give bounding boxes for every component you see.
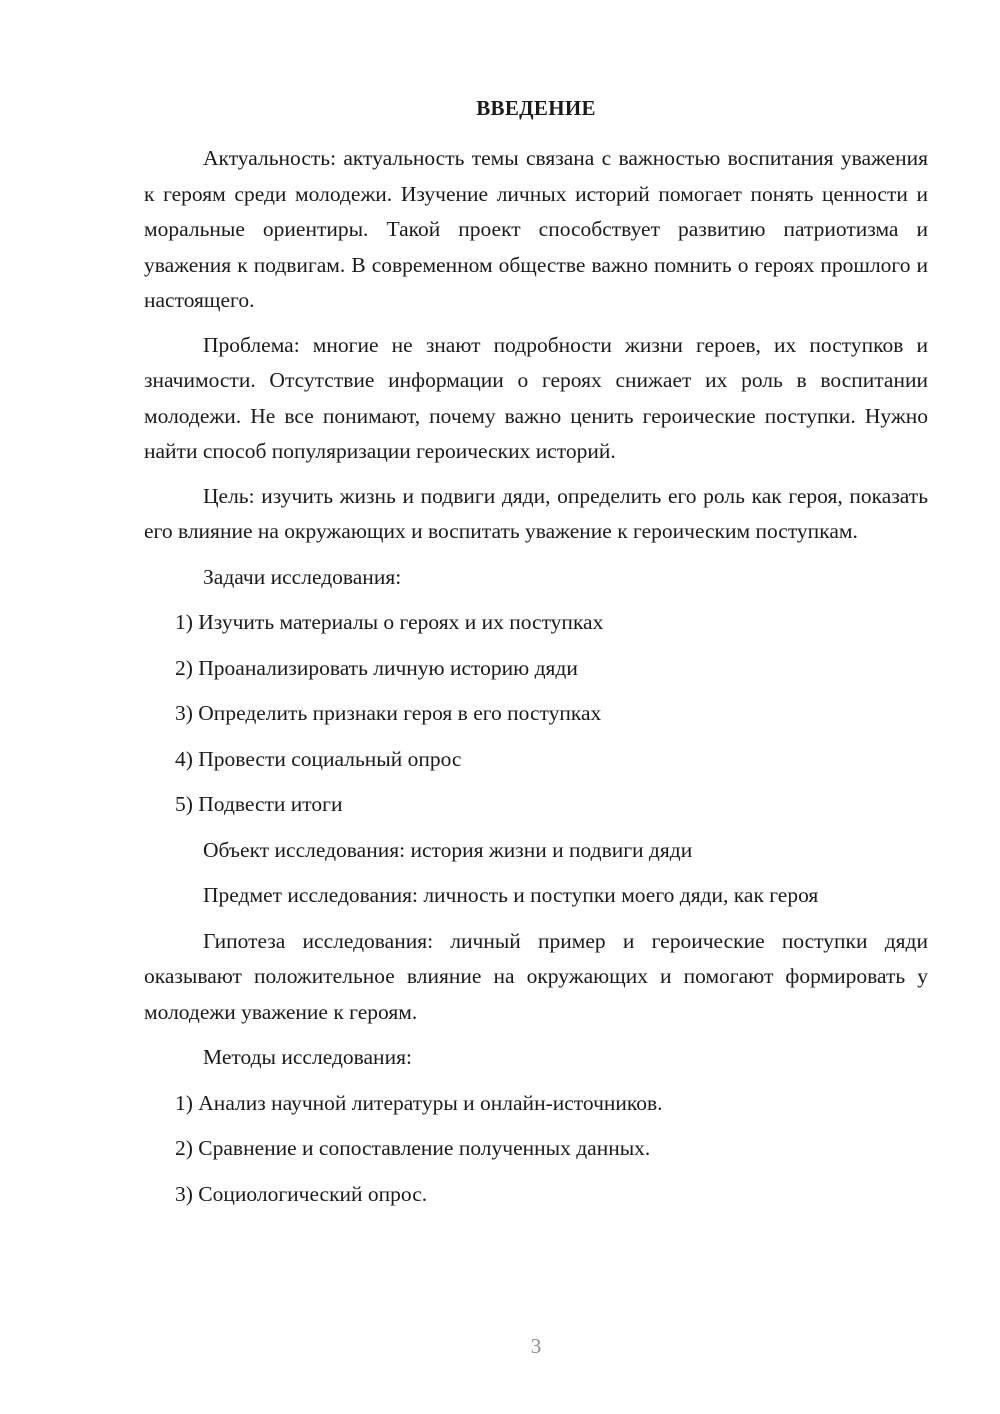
paragraph-hypothesis: Гипотеза исследования: личный пример и героические поступки дяди оказывают положительное влияние на окружающих и помогают формировать у молодежи уважение к героям.: [144, 928, 928, 1024]
task-item-2: 2) Проанализировать личную историю дяди: [175, 655, 578, 680]
tasks-heading: Задачи исследования:: [203, 564, 402, 589]
method-item-2: 2) Сравнение и сопоставление полученных данных.: [175, 1136, 651, 1160]
page-number: 3: [530, 1334, 542, 1358]
document-body: [144, 141, 928, 1212]
task-item-5: 5) Подвести итоги: [175, 792, 343, 816]
task-item-3: 3) Определить признаки героя в его поступках: [175, 701, 602, 725]
method-item-3: 3) Социологический опрос.: [175, 1181, 428, 1206]
task-item-4: 4) Провести социальный опрос: [175, 746, 462, 771]
paragraph-goal: Цель: изучить жизнь и подвиги дяди, определить его роль как героя, показать его влияние на окружающих и воспитать уважение к героическим поступкам.: [144, 483, 928, 543]
paragraph-relevance: Актуальность: актуальность темы связана с важностью воспитания уважения к героям среди молодежи. Изучение личных историй помогает понять ценности и моральные ориентиры. Такой проект способствует развитию патриотизма и уважения к подвигам. В современном обществе важно помнить о героях прошлого и настоящего.: [144, 146, 928, 312]
task-item-1: 1) Изучить материалы о героях и их поступках: [175, 610, 604, 634]
methods-heading: Методы исследования:: [203, 1045, 412, 1069]
paragraph-problem: Проблема: многие не знают подробности жизни героев, их поступков и значимости. Отсутствие информации о героях снижает их роль в воспитании молодежи. Не все понимают, почему важно ценить героические поступки. Нужно найти способ популяризации героических историй.: [144, 332, 928, 463]
paragraph-object: Объект исследования: история жизни и подвиги дяди: [203, 837, 693, 862]
page-title: ВВЕДЕНИЕ: [476, 96, 596, 120]
method-item-1: 1) Анализ научной литературы и онлайн-источников.: [175, 1090, 663, 1115]
paragraph-subject: Предмет исследования: личность и поступки моего дяди, как героя: [203, 883, 819, 907]
